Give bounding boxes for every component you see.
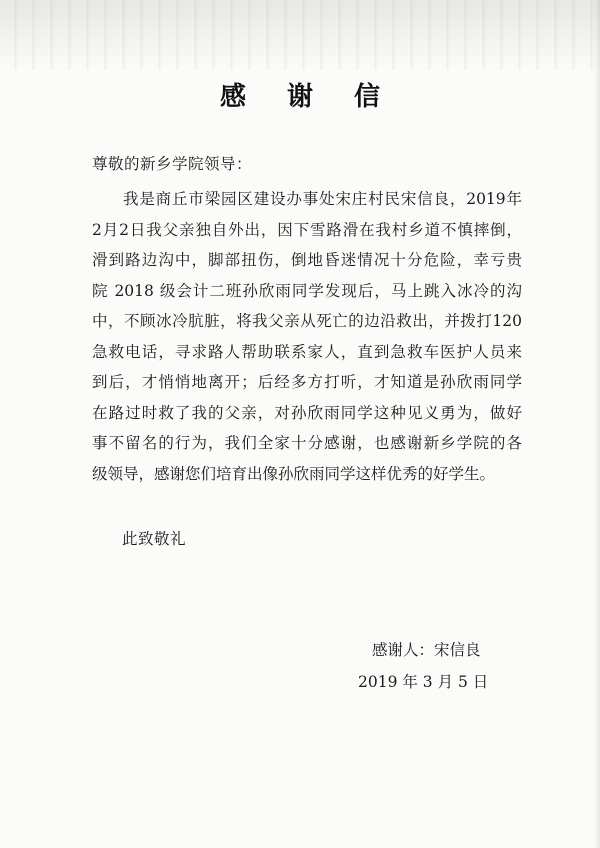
letter-title: 感 谢 信: [219, 82, 397, 112]
closing-salute: 此致敬礼: [122, 530, 187, 548]
letter-date: 2019 年 3 月 5 日: [358, 673, 489, 691]
scan-noise-band: [0, 0, 600, 70]
body-line: 院 2018 级会计二班孙欣雨同学发现后，马上跳入冰冷的沟: [92, 281, 522, 300]
letter-body: [92, 184, 522, 489]
body-line: 滑到路边沟中，脚部扭伤，倒地昏迷情况十分危险，幸亏贵: [92, 251, 522, 269]
body-line: 急救电话，寻求路人帮助联系家人，直到急救车医护人员来: [92, 342, 522, 361]
body-line: 事不留名的行为，我们全家十分感谢，也感谢新乡学院的各: [92, 434, 522, 452]
body-line: 在路过时救了我的父亲，对孙欣雨同学这种见义勇为，做好: [92, 403, 522, 422]
body-line: 级领导，感谢您们培育出像孙欣雨同学这样优秀的好学生。: [92, 464, 496, 483]
body-line: 我是商丘市梁园区建设办事处宋庄村民宋信良，2019年: [123, 190, 522, 208]
signature: 感谢人：宋信良: [372, 641, 481, 659]
salutation: 尊敬的新乡学院领导：: [92, 155, 253, 173]
body-line: 中，不顾冰冷肮脏，将我父亲从死亡的边沿救出，并拨打120: [92, 312, 522, 330]
body-line: 到后，才悄悄地离开；后经多方打听，才知道是孙欣雨同学: [92, 373, 522, 391]
scan-edge-shadow: [594, 0, 600, 848]
body-line: 2月2日我父亲独自外出，因下雪路滑在我村乡道不慎摔倒，: [92, 220, 522, 239]
